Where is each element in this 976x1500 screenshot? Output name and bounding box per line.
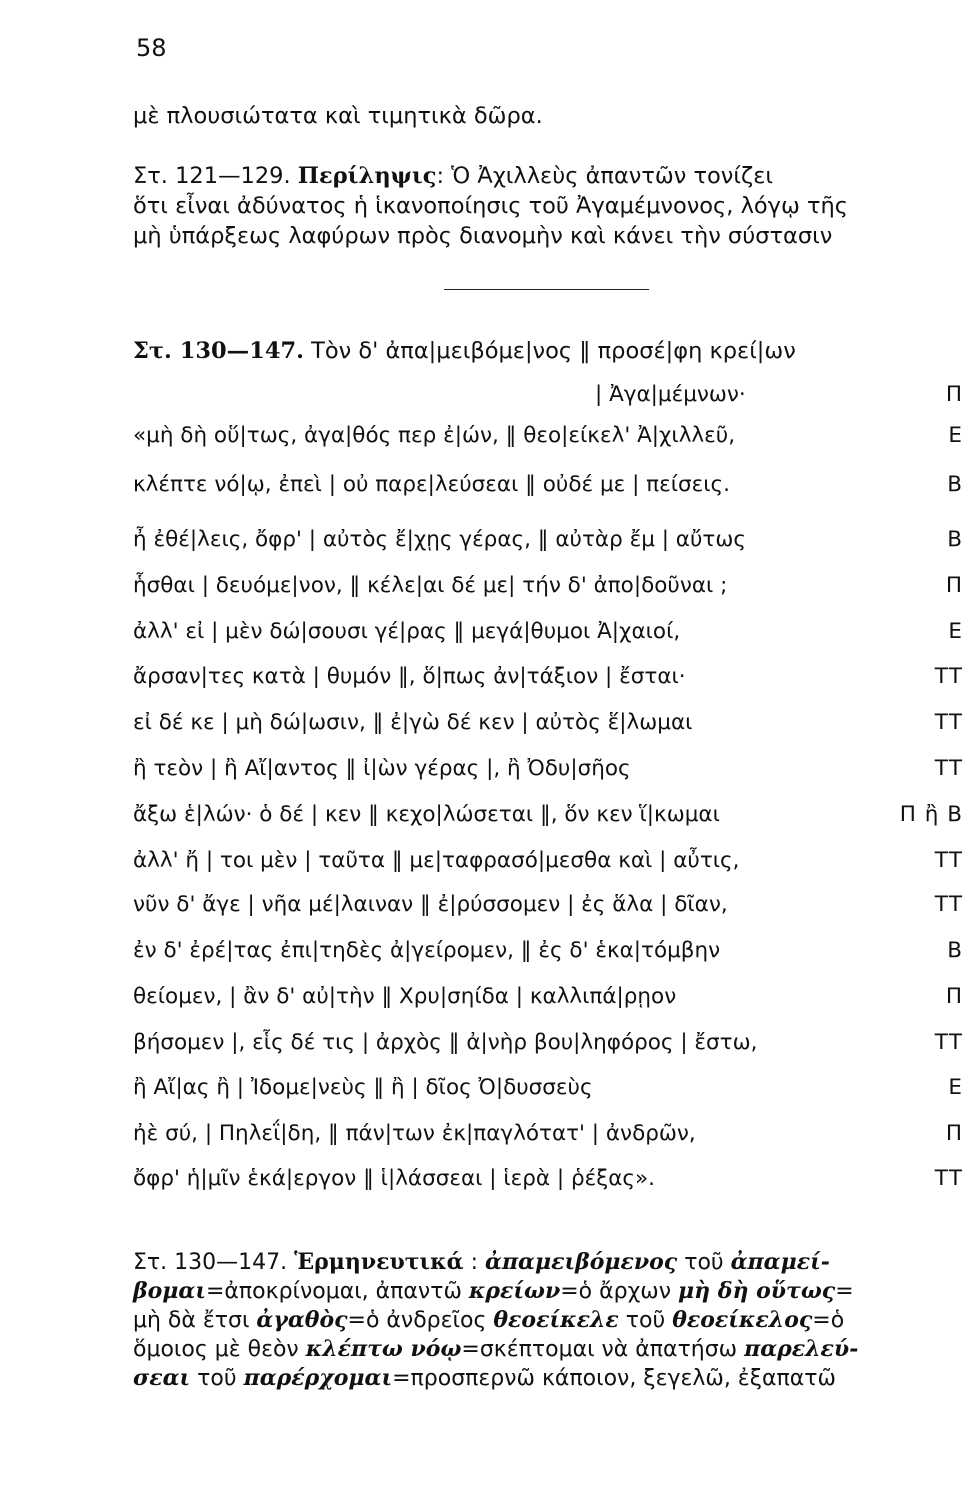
notes-text: : xyxy=(463,1250,486,1275)
verse-text: ἄξω ἑ|λών· ὁ δέ | κεν ‖ κεχο|λώσεται ‖, ὅν κεν ἵ|κωμαι xyxy=(133,802,720,827)
verse-line xyxy=(133,1075,963,1107)
meter-label: Ε xyxy=(948,423,963,448)
verse-text: ἦ ἐθέ|λεις, ὄφρ' | αὐτὸς ἔ|χῃς γέρας, ‖ αὐτὰρ ἔμ | αὔτως xyxy=(133,527,746,552)
notes-text: =σκέπτομαι νὰ ἀπατήσω xyxy=(461,1337,745,1362)
verse-line xyxy=(133,527,963,559)
verse-text: ἀλλ' ἤ | τοι μὲν | ταῦτα ‖ με|ταφρασό|μεσθα καὶ | αὖτις, xyxy=(133,848,740,873)
meter-label: Π xyxy=(945,382,963,407)
meter-label: Π ἢ Β xyxy=(899,802,963,827)
verse-line xyxy=(133,573,963,605)
notes-term: θεοείκελε xyxy=(493,1307,619,1333)
verse-text: κλέπτε νό|ῳ, ἐπεὶ | οὐ παρε|λεύσεαι ‖ οὐδέ με | πείσεις. xyxy=(133,472,731,497)
meter-label: Β xyxy=(947,472,963,497)
verse-text: ὄφρ' ἡ|μῖν ἑκά|εργον ‖ ἱ|λάσσεαι | ἱερὰ | ῥέξας». xyxy=(133,1166,655,1191)
meter-label: Β xyxy=(947,938,963,963)
notes-text: τοῦ xyxy=(618,1308,673,1333)
verse-text: θείομεν, | ἂν δ' αὐ|τὴν ‖ Χρυ|σηίδα | καλλιπά|ρῃον xyxy=(133,984,677,1009)
page-number: 58 xyxy=(136,34,167,62)
notes-ref: Στ. 130—147. xyxy=(133,1250,295,1275)
notes-text: =ὁ ἀνδρεῖος xyxy=(347,1308,494,1333)
verse-text: νῦν δ' ἄγε | νῆα μέ|λαιναν ‖ ἐ|ρύσσομεν | ἐς ἅλα | δῖαν, xyxy=(133,892,728,917)
notes-term: μὴ δὴ οὕτως xyxy=(678,1278,836,1304)
section-divider xyxy=(444,289,649,290)
notes-term: θεοείκελος xyxy=(672,1307,813,1333)
notes-text: = xyxy=(835,1279,854,1304)
verse-text: εἰ δέ κε | μὴ δώ|ωσιν, ‖ ἐ|γὼ δέ κεν | αὐτὸς ἕ|λωμαι xyxy=(133,710,693,735)
notes-text: ὅμοιος μὲ θεὸν xyxy=(133,1337,306,1362)
verse-line xyxy=(133,710,963,742)
commentary-notes xyxy=(133,1248,963,1393)
section-line-1-cont xyxy=(133,382,963,414)
notes-term: παρελεύ- xyxy=(744,1336,859,1362)
notes-line-2 xyxy=(133,1277,963,1306)
verse-line xyxy=(133,619,963,651)
notes-term: βομαι xyxy=(133,1278,206,1304)
intro-line: μὲ πλουσιώτατα καὶ τιμητικὰ δῶρα. xyxy=(133,103,543,129)
notes-line-4 xyxy=(133,1335,963,1364)
meter-label: ΤΤ xyxy=(934,892,963,917)
meter-label: ΤΤ xyxy=(934,848,963,873)
summary-line-3: μὴ ὑπάρξεως λαφύρων πρὸς διανομὴν καὶ κάνει τὴν σύστασιν xyxy=(133,223,833,249)
verse-text: ἢ Αἴ|ας ἢ | Ἰδομε|νεὺς ‖ ἢ | δῖος Ὀ|δυσσεὺς xyxy=(133,1075,593,1100)
notes-term: ἀπαμειβόμενος xyxy=(485,1249,678,1275)
notes-line-1 xyxy=(133,1248,963,1277)
meter-label: Π xyxy=(945,1121,963,1146)
verse-line xyxy=(133,1030,963,1062)
notes-text: τοῦ xyxy=(677,1250,731,1275)
meter-label: ΤΤ xyxy=(934,664,963,689)
section-heading xyxy=(133,338,796,364)
notes-term: σεαι xyxy=(133,1365,191,1391)
notes-text: =ὁ xyxy=(812,1308,845,1333)
verse-text: «μὴ δὴ οὕ|τως, ἀγα|θός περ ἐ|ών, ‖ θεο|είκελ' Ἀ|χιλλεῦ, xyxy=(133,423,736,448)
summary-title: Περίληψις xyxy=(297,163,437,189)
notes-text: τοῦ xyxy=(190,1366,244,1391)
verse-line xyxy=(133,892,963,924)
notes-line-5 xyxy=(133,1364,963,1393)
summary-line-1 xyxy=(133,161,963,191)
notes-line-3 xyxy=(133,1306,963,1335)
verse-line xyxy=(133,938,963,970)
verse-continuation: | Ἀγα|μέμνων· xyxy=(595,382,746,407)
verse-line xyxy=(133,1121,963,1153)
notes-term: κρείων xyxy=(468,1278,561,1304)
meter-label: ΤΤ xyxy=(934,756,963,781)
verse-text: ἀλλ' εἰ | μὲν δώ|σουσι γέ|ρας ‖ μεγά|θυμοι Ἀ|χαιοί, xyxy=(133,619,681,644)
verse-line xyxy=(133,756,963,788)
summary-line-2: ὅτι εἶναι ἀδύνατος ἡ ἱκανοποίησις τοῦ Ἀγαμέμνονος, λόγῳ τῆς xyxy=(133,193,848,219)
notes-text: =προσπερνῶ κάποιον, ξεγελῶ, ἐξαπατῶ xyxy=(392,1366,836,1391)
notes-term: ἀγαθὸς xyxy=(256,1307,348,1333)
notes-text: =ἀποκρίνομαι, ἀπαντῶ xyxy=(205,1279,469,1304)
verse-line xyxy=(133,848,963,880)
verse-line xyxy=(133,423,963,455)
verse-line xyxy=(133,984,963,1016)
verse-line xyxy=(133,472,963,504)
meter-label: ΤΤ xyxy=(934,710,963,735)
verse-text: βήσομεν |, εἷς δέ τις | ἀρχὸς ‖ ἀ|νὴρ βου|ληφόρος | ἔστω, xyxy=(133,1030,758,1055)
notes-term: παρέρχομαι xyxy=(243,1365,393,1391)
verse-text: ἧσθαι | δευόμε|νον, ‖ κέλε|αι δέ με| τήν δ' ἀπο|δοῦναι ; xyxy=(133,573,728,598)
verse-line xyxy=(133,1166,963,1198)
summary-line-1-text: : Ὁ Ἀχιλλεὺς ἀπαντῶν τονίζει xyxy=(436,163,773,189)
notes-text: =ὁ ἄρχων xyxy=(560,1279,679,1304)
verse-text: ἠὲ σύ, | Πηλεΐ|δη, ‖ πάν|των ἐκ|παγλότατ' | ἀνδρῶν, xyxy=(133,1121,696,1146)
notes-term: κλέπτω νόῳ xyxy=(305,1336,462,1362)
verse-text: ἐν δ' ἐρέ|τας ἐπι|τηδὲς ἀ|γείρομεν, ‖ ἐς δ' ἑκα|τόμβην xyxy=(133,938,721,963)
meter-label: Π xyxy=(945,984,963,1009)
meter-label: Π xyxy=(945,573,963,598)
meter-label: ΤΤ xyxy=(934,1166,963,1191)
meter-label: ΤΤ xyxy=(934,1030,963,1055)
notes-text: μὴ δὰ ἔτσι xyxy=(133,1308,257,1333)
verse-text: ἄρσαν|τες κατὰ | θυμόν ‖, ὅ|πως ἀν|τάξιον | ἔσται· xyxy=(133,664,686,689)
notes-term: ἀπαμεί- xyxy=(730,1249,830,1275)
verse-text: ἢ τεὸν | ἢ Αἴ|αντος ‖ ἰ|ὼν γέρας |, ἢ Ὀδυ|σῆος xyxy=(133,756,631,781)
meter-label: Β xyxy=(947,527,963,552)
verse-line xyxy=(133,802,963,834)
meter-label: Ε xyxy=(948,619,963,644)
meter-label: Ε xyxy=(948,1075,963,1100)
section-ref: Στ. 130—147. xyxy=(133,338,304,364)
notes-title: Ἑρμηνευτικά xyxy=(294,1249,464,1275)
verse-line xyxy=(133,664,963,696)
section-line-1: Τὸν δ' ἀπα|μειβόμε|νος ‖ προσέ|φη κρεί|ων xyxy=(311,338,796,364)
summary-ref: Στ. 121—129. xyxy=(133,163,298,189)
